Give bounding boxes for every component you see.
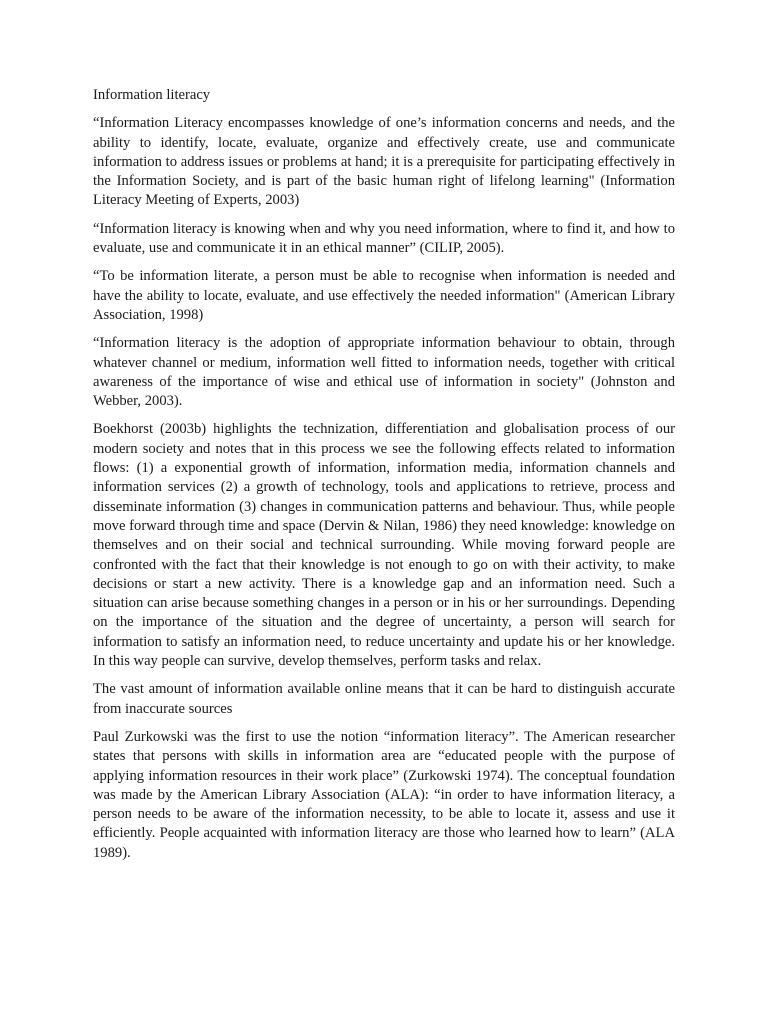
paragraph-zurkowski: Paul Zurkowski was the first to use the notion “information literacy”. The American researcher states that persons with skills in information area are “educated people with the purpose of applying information resources in their work place” (Zurkowski 1974). The conceptual foundation was made by the American Library Association (ALA): “in order to have information literacy, a person needs to be aware of the information necessity, to be able to locate it, assess and use it efficiently. People acquainted with information literacy are those who learned how to learn” (ALA 1989). bbox=[93, 728, 675, 861]
paragraph-definition-experts: “Information Literacy encompasses knowledge of one’s information concerns and needs, and the ability to identify, locate, evaluate, organize and effectively create, use and communicate information to address issues or problems at hand; it is a prerequisite for participating effectively in the Information Society, and is part of the basic human right of lifelong learning" (Information Literacy Meeting of Experts, 2003) bbox=[93, 115, 675, 209]
paragraph-online-information: The vast amount of information available online means that it can be hard to distinguish accurate from inaccurate sources bbox=[93, 681, 675, 717]
paragraph-definition-ala: “To be information literate, a person must be able to recognise when information is needed and have the ability to locate, evaluate, and use effectively the needed information" (American Library Association, 1998) bbox=[93, 268, 675, 323]
paragraph-definition-cilip: “Information literacy is knowing when and why you need information, where to find it, and how to evaluate, use and communicate it in an ethical manner” (CILIP, 2005). bbox=[93, 220, 675, 257]
paragraph-boekhorst: Boekhorst (2003b) highlights the technization, differentiation and globalisation process of our modern society and notes that in this process we see the following effects related to information flows: (1) a exponential growth of information, information media, information channels and information services (2) a growth of technology, tools and applications to retrieve, process and disseminate information (3) changes in communication patterns and behaviour. Thus, while people move forward through time and space (Dervin & Nilan, 1986) they need knowledge: knowledge on themselves and on their social and technical surrounding. While moving forward people are confronted with the fact that their knowledge is not enough to go on with their activity, to make decisions or start a new activity. There is a knowledge gap and an information need. Such a situation can arise because something changes in a person or in his or her surroundings. Depending on the importance of the situation and the degree of uncertainty, a person will search for information to satisfy an information need, to reduce uncertainty and update his or her knowledge. In this way people can survive, develop themselves, perform tasks and relax. bbox=[93, 421, 675, 670]
paragraph-definition-johnston-webber: “Information literacy is the adoption of appropriate information behaviour to obtain, through whatever channel or medium, information well fitted to information needs, together with critical awareness of the importance of wise and ethical use of information in society" (Johnston and Webber, 2003). bbox=[93, 335, 675, 410]
document-heading: Information literacy bbox=[93, 87, 211, 103]
document-body bbox=[93, 86, 675, 872]
